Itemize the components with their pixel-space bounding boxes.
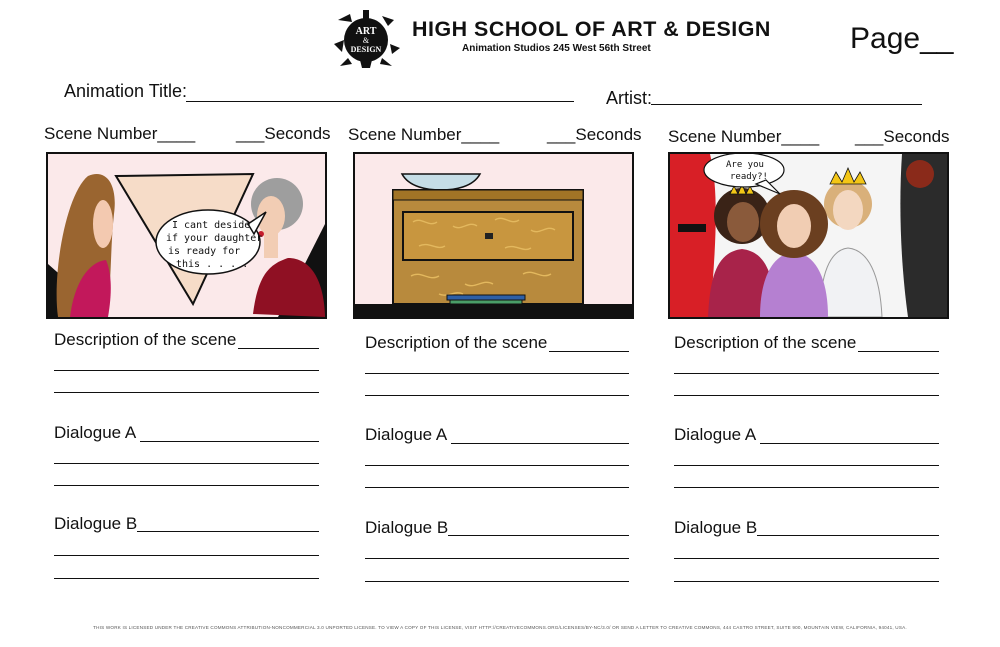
dialogue-a-field-3c[interactable]	[674, 487, 939, 488]
description-field-1c[interactable]	[54, 392, 319, 393]
seconds-label-3: ___Seconds	[855, 127, 950, 146]
storyboard-panel-3	[668, 152, 949, 319]
dialogue-a-field-1b[interactable]	[54, 463, 319, 464]
logo-text-design: DESIGN	[350, 45, 382, 54]
description-field-3b[interactable]	[674, 373, 939, 374]
description-field-1a[interactable]	[238, 348, 319, 349]
school-address: Animation Studios 245 West 56th Street	[462, 43, 651, 54]
dialogue-b-field-1b[interactable]	[54, 555, 319, 556]
dialogue-b-field-1c[interactable]	[54, 578, 319, 579]
dialogue-a-field-1a[interactable]	[140, 441, 319, 442]
storyboard-panel-1	[46, 152, 327, 319]
dialogue-b-label-2: Dialogue B	[365, 518, 449, 537]
school-name: HIGH SCHOOL OF ART & DESIGN	[412, 18, 771, 41]
logo-text-amp: &	[362, 36, 370, 45]
seconds-label-2: ___Seconds	[547, 125, 642, 144]
description-field-2c[interactable]	[365, 395, 629, 396]
dialogue-a-field-3b[interactable]	[674, 465, 939, 466]
artist-field[interactable]	[651, 104, 922, 105]
dialogue-b-field-3c[interactable]	[674, 581, 939, 582]
dialogue-a-label-3: Dialogue A	[674, 425, 757, 444]
description-field-3c[interactable]	[674, 395, 939, 396]
description-field-3a[interactable]	[858, 351, 939, 352]
dialogue-b-label-3: Dialogue B	[674, 518, 758, 537]
animation-title-label: Animation Title:	[64, 81, 188, 101]
dialogue-a-field-2c[interactable]	[365, 487, 629, 488]
dialogue-b-field-2b[interactable]	[365, 558, 629, 559]
dialogue-a-field-1c[interactable]	[54, 485, 319, 486]
license-footer: THIS WORK IS LICENSED UNDER THE CREATIVE COMMONS ATTRIBUTION-NONCOMMERCIAL 3.0 UNPORTED LICENSE. TO VIEW A COPY OF THIS LICENSE, VISIT HTTP://CREATIVECOMMONS.ORG/LICENSES/BY-NC/3.0/ OR SEND A LETTER TO CREATIVE COMMONS, 444 CASTRO STREET, SUITE 900, MOUNTAIN VIEW, CALIFORNIA, 94041, USA.	[93, 625, 907, 630]
speech-line-1: Are you	[726, 160, 764, 170]
speech-line-3: is ready for	[168, 246, 241, 257]
speech-line-2: if your daughter	[166, 233, 263, 244]
dialogue-a-label-2: Dialogue A	[365, 425, 448, 444]
description-label-2: Description of the scene	[365, 333, 548, 352]
animation-title-field[interactable]	[186, 101, 574, 102]
description-label-1: Description of the scene	[54, 330, 237, 349]
dialogue-a-field-2a[interactable]	[451, 443, 629, 444]
dialogue-a-label-1: Dialogue A	[54, 423, 137, 442]
storyboard-panel-2	[353, 152, 634, 319]
dialogue-b-field-2c[interactable]	[365, 581, 629, 582]
artist-label: Artist:	[606, 88, 653, 108]
dialogue-a-field-2b[interactable]	[365, 465, 629, 466]
dialogue-b-field-1a[interactable]	[137, 531, 319, 532]
dialogue-b-label-1: Dialogue B	[54, 514, 138, 533]
logo-text-art: ART	[355, 26, 377, 37]
scene-number-label-1: Scene Number____	[44, 124, 196, 143]
dialogue-b-field-2a[interactable]	[448, 535, 629, 536]
description-field-1b[interactable]	[54, 370, 319, 371]
speech-line-2: ready?!	[730, 172, 768, 182]
dialogue-b-field-3b[interactable]	[674, 558, 939, 559]
speech-line-1: I cant deside	[172, 220, 251, 231]
page-number-label: Page__	[850, 22, 954, 55]
description-label-3: Description of the scene	[674, 333, 857, 352]
scene-number-label-2: Scene Number____	[348, 125, 500, 144]
dialogue-a-field-3a[interactable]	[760, 443, 939, 444]
seconds-label-1: ___Seconds	[236, 124, 331, 143]
dialogue-b-field-3a[interactable]	[757, 535, 939, 536]
speech-line-4: this . . . .	[176, 259, 249, 270]
scene-number-label-3: Scene Number____	[668, 127, 820, 146]
school-logo	[330, 10, 402, 70]
description-field-2b[interactable]	[365, 373, 629, 374]
description-field-2a[interactable]	[549, 351, 629, 352]
